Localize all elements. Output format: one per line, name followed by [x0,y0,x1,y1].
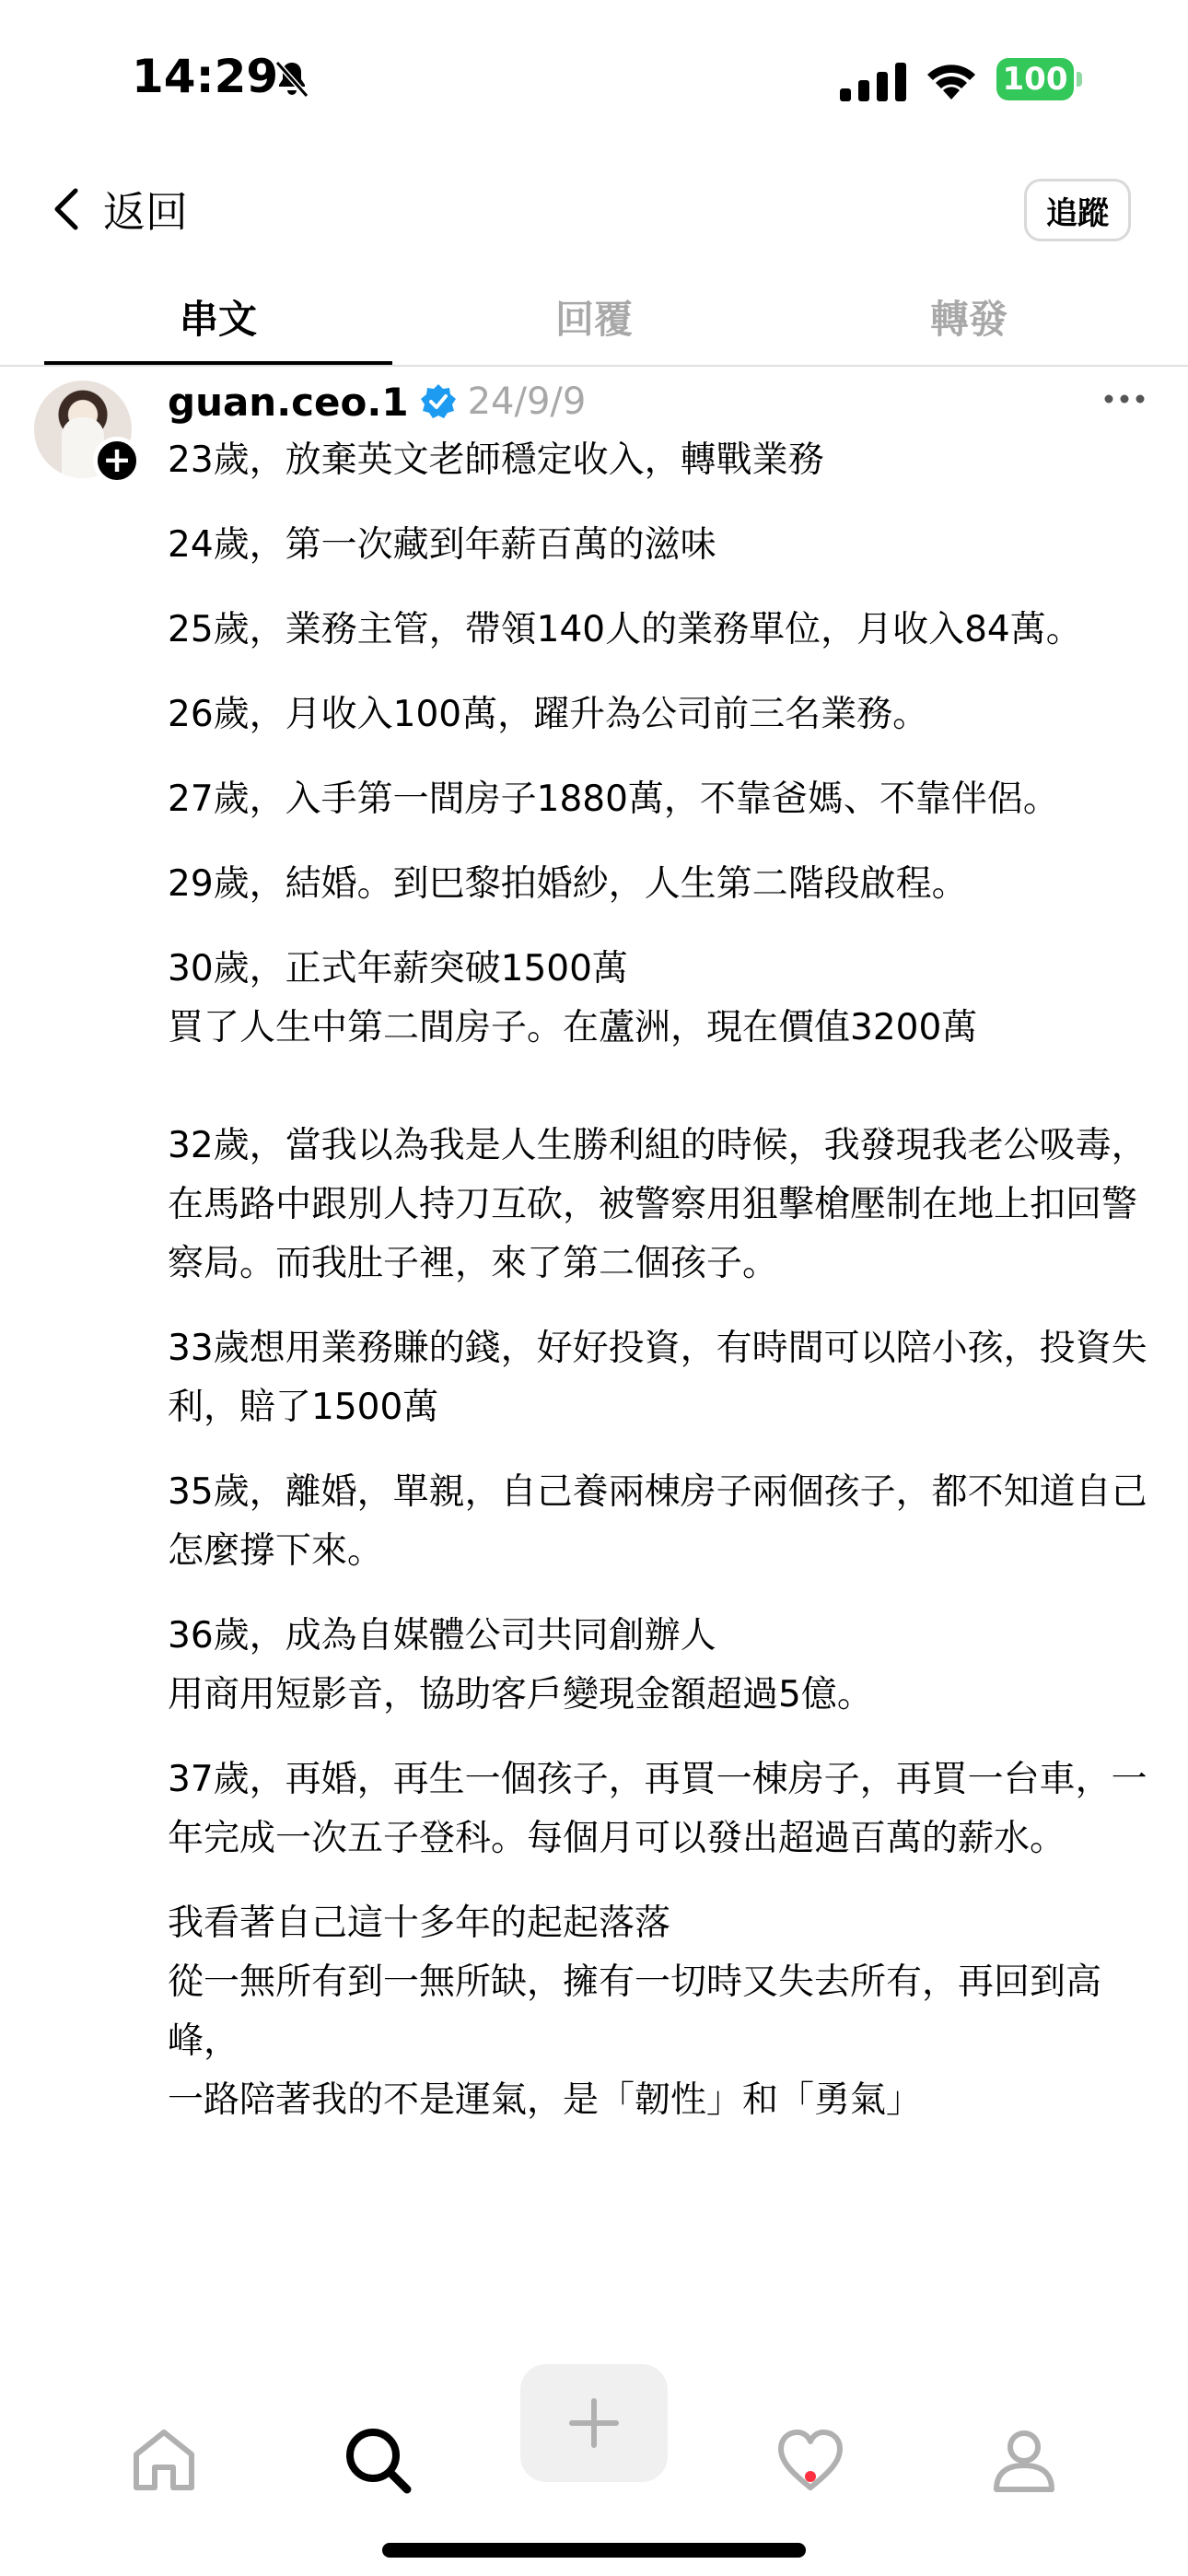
bottom-nav [0,2344,1188,2576]
post-paragraph: 32歲，當我以為我是人生勝利組的時候，我發現我老公吸毒，在馬路中跟別人持刀互砍，被警察用狙擊槍壓制在地上扣回警察局。而我肚子裡，來了第二個孩子。 [168,1125,1147,1284]
post-date: 24/9/9 [467,381,587,423]
wifi-icon [924,57,979,101]
cellular-signal-icon [840,63,906,101]
post-paragraph: 37歲，再婚，再生一個孩子，再買一棟房子，再買一台車，一年完成一次五子登科。每個月可以發出超過百萬的薪水。 [168,1759,1147,1859]
status-bar [0,0,1188,157]
home-icon[interactable] [127,2423,201,2497]
chevron-left-icon [50,183,83,235]
post-header [168,376,586,427]
post-paragraph: 25歲，業務主管，帶領140人的業務單位，月收入84萬。 [168,609,1082,650]
battery-icon [996,58,1081,100]
heart-icon[interactable] [774,2423,847,2497]
username[interactable]: guan.ceo.1 [168,379,409,425]
active-tab-indicator [44,361,392,365]
status-time: 14:29 [132,50,279,103]
post-paragraph: 36歲，成為自媒體公司共同創辦人 用商用短影音，協助客戶變現金額超過5億。 [168,1615,873,1715]
more-options-icon[interactable] [1101,385,1147,413]
bell-muted-icon [270,57,314,101]
post-paragraph: 35歲，離婚，單親，自己養兩棟房子兩個孩子，都不知道自己怎麼撐下來。 [168,1471,1147,1572]
tab-reposts[interactable]: 轉發 [929,297,1007,342]
battery-level: 100 [996,58,1074,100]
post-paragraph: 我看著自己這十多年的起起落落 從一無所有到一無所缺，擁有一切時又失去所有，再回到高峰， 一路陪著我的不是運氣，是「韌性」和「勇氣」 [168,1903,1102,2121]
follow-plus-icon[interactable]: + [93,437,141,485]
activity-notification-dot [805,2471,816,2482]
post-paragraph: 29歲，結婚。到巴黎拍婚紗，人生第二階段啟程。 [168,863,968,905]
post-paragraph: 26歲，月收入100萬，躍升為公司前三名業務。 [168,694,929,735]
tab-threads[interactable]: 串文 [179,297,257,342]
profile-tabs [0,276,1188,367]
battery-cap [1077,72,1082,87]
search-icon[interactable] [341,2423,414,2497]
plus-icon [568,2397,620,2449]
back-label: 返回 [103,187,188,237]
post-paragraph: 33歲想用業務賺的錢，好好投資，有時間可以陪小孩，投資失利，賠了1500萬 [168,1328,1147,1428]
profile-icon[interactable] [987,2423,1061,2497]
back-button[interactable] [50,177,188,241]
post-paragraph: 27歲，入手第一間房子1880萬，不靠爸媽、不靠伴侶。 [168,779,1059,820]
post-paragraph: 24歲，第一次藏到年薪百萬的滋味 [168,524,716,566]
post-paragraph: 23歲，放棄英文老師穩定收入，轉戰業務 [168,439,824,481]
verified-badge-icon [420,383,457,420]
post-paragraph: 30歲，正式年薪突破1500萬 買了人生中第二間房子。在蘆洲，現在價值3200萬 [168,948,978,1048]
tab-replies[interactable]: 回覆 [554,297,633,342]
post-body [168,431,1162,2344]
home-indicator [382,2543,806,2558]
follow-button[interactable]: 追蹤 [1024,179,1131,241]
create-post-button[interactable] [520,2364,668,2482]
